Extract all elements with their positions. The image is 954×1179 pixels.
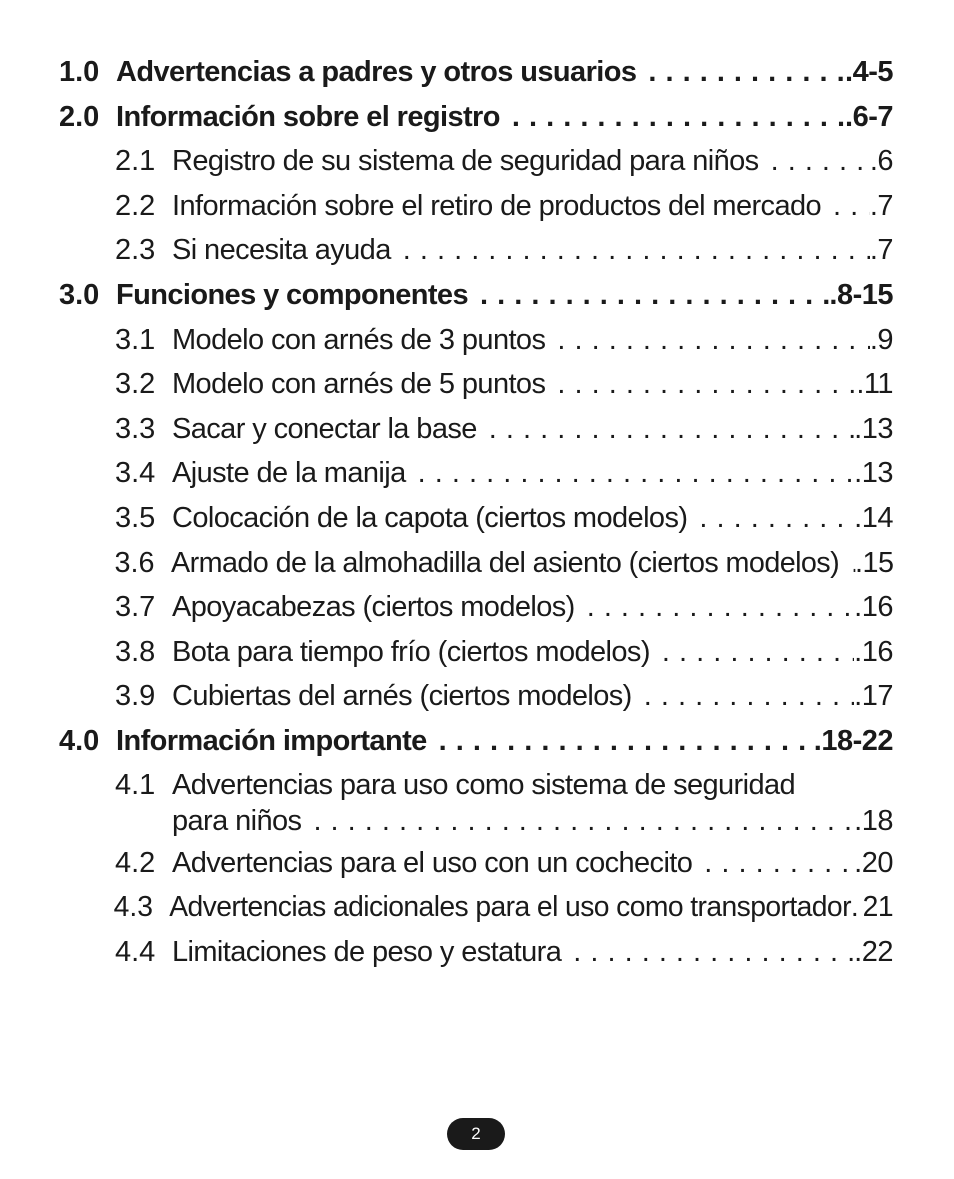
toc-number: 3.4 [115, 457, 156, 490]
toc-number: 1.0 [59, 56, 100, 88]
toc-page: .6 [869, 145, 893, 178]
toc-page: .18-22 [813, 724, 893, 757]
toc-page: .14 [854, 501, 893, 534]
toc-number: 4.1 [115, 768, 156, 801]
toc-page: .8-15 [829, 278, 893, 311]
toc-title: Información importante [116, 724, 427, 757]
toc-entry-3-5[interactable] [59, 496, 893, 541]
toc-entry-1-0[interactable] [59, 50, 893, 95]
dot-leader [545, 362, 856, 407]
dot-leader [500, 95, 845, 140]
toc-number: 4.3 [113, 891, 153, 924]
toc-page: .13 [854, 457, 893, 490]
toc-title: Funciones y componentes [116, 278, 468, 311]
toc-title: Sacar y conectar la base [172, 412, 477, 445]
toc-entry-4-0[interactable] [59, 719, 893, 764]
dot-leader [468, 273, 829, 318]
dot-leader [821, 184, 870, 229]
toc-number: 3.9 [115, 680, 156, 713]
toc-title: Advertencias para el uso con un cochecito [172, 846, 693, 879]
toc-number: 3.5 [115, 501, 156, 534]
toc-entry-4-3[interactable] [59, 885, 894, 930]
toc-title: Advertencias para uso como sistema de seguridad [172, 768, 796, 801]
toc-number: 3.1 [115, 323, 156, 356]
toc-number: 3.6 [114, 546, 155, 579]
toc-entry-2-3[interactable] [59, 228, 893, 273]
table-of-contents [59, 50, 893, 974]
dot-leader [575, 585, 854, 630]
toc-number: 4.2 [115, 846, 156, 879]
dot-leader [391, 228, 870, 273]
toc-number: 3.8 [115, 635, 156, 668]
toc-page: 21 [862, 891, 894, 924]
dot-leader [687, 496, 854, 541]
toc-page: .16 [854, 591, 893, 624]
toc-number: 3.2 [115, 368, 156, 401]
toc-title: Modelo con arnés de 5 puntos [172, 368, 546, 401]
toc-entry-2-0[interactable] [59, 95, 893, 140]
dot-leader [427, 719, 814, 764]
toc-entry-3-8[interactable] [59, 630, 893, 675]
toc-number: 2.1 [115, 145, 156, 178]
toc-number: 4.0 [59, 724, 100, 757]
dot-leader [839, 541, 855, 586]
toc-page: .13 [854, 412, 893, 445]
dot-leader [406, 451, 855, 496]
toc-entry-3-3[interactable] [59, 407, 893, 452]
toc-page: .20 [854, 846, 893, 879]
toc-title: Registro de su sistema de seguridad para niños [172, 145, 759, 178]
toc-title: Ajuste de la manija [172, 457, 406, 490]
toc-title: Información sobre el registro [116, 100, 500, 133]
page-number-badge: 2 [447, 1118, 505, 1150]
toc-entry-4-1[interactable] [59, 769, 893, 841]
toc-entry-4-2[interactable] [59, 841, 893, 886]
toc-page: .22 [854, 935, 893, 968]
toc-number: 3.3 [115, 412, 156, 445]
toc-title: Colocación de la capota (ciertos modelos) [172, 501, 688, 534]
toc-number: 2.0 [59, 100, 100, 133]
toc-number: 2.2 [115, 189, 156, 222]
toc-title: Modelo con arnés de 3 puntos [172, 323, 546, 356]
toc-entry-3-7[interactable] [59, 585, 893, 630]
toc-entry-2-1[interactable] [59, 139, 893, 184]
toc-number: 3.0 [59, 278, 100, 311]
toc-entry-4-4[interactable] [59, 930, 893, 975]
toc-page: .4-5 [845, 56, 893, 88]
toc-number: 4.4 [115, 935, 156, 968]
toc-entry-3-9[interactable] [59, 674, 893, 719]
toc-title: Si necesita ayuda [172, 234, 391, 267]
dot-leader [759, 139, 870, 184]
dot-leader [301, 801, 854, 841]
toc-page: .9 [869, 323, 893, 356]
toc-entry-3-0[interactable] [59, 273, 893, 318]
dot-leader [545, 318, 869, 363]
toc-number: 2.3 [115, 234, 156, 267]
toc-page: .6-7 [845, 100, 893, 133]
toc-title: Limitaciones de peso y estatura [172, 935, 562, 968]
toc-entry-3-1[interactable] [59, 318, 893, 363]
toc-entry-3-6[interactable] [59, 541, 894, 586]
toc-title: Apoyacabezas (ciertos modelos) [172, 591, 575, 624]
toc-title: Advertencias adicionales para el uso como transportador [169, 891, 851, 924]
toc-entry-3-4[interactable] [59, 451, 893, 496]
toc-page: .17 [854, 680, 893, 713]
toc-page: .18 [854, 804, 893, 837]
toc-entry-3-2[interactable] [59, 362, 893, 407]
toc-page: .11 [856, 368, 893, 401]
dot-leader [561, 930, 854, 975]
dot-leader [636, 50, 845, 95]
toc-title: Advertencias a padres y otros usuarios [116, 56, 637, 88]
toc-page: .16 [854, 635, 893, 668]
toc-page: .7 [869, 234, 893, 267]
toc-page: .7 [869, 189, 893, 222]
dot-leader [692, 841, 854, 886]
toc-page: .15 [854, 546, 894, 579]
toc-entry-2-2[interactable] [59, 184, 893, 229]
toc-title: Cubiertas del arnés (ciertos modelos) [172, 680, 632, 713]
dot-leader [632, 674, 854, 719]
toc-title-continued: para niños [172, 804, 302, 837]
dot-leader [477, 407, 854, 452]
toc-title: Armado de la almohadilla del asiento (ciertos modelos) [171, 546, 840, 579]
toc-title: Información sobre el retiro de productos del mercado [172, 189, 822, 222]
dot-leader [650, 630, 854, 675]
dot-leader [851, 885, 863, 930]
toc-number: 3.7 [115, 591, 156, 624]
toc-title: Bota para tiempo frío (ciertos modelos) [172, 635, 650, 668]
